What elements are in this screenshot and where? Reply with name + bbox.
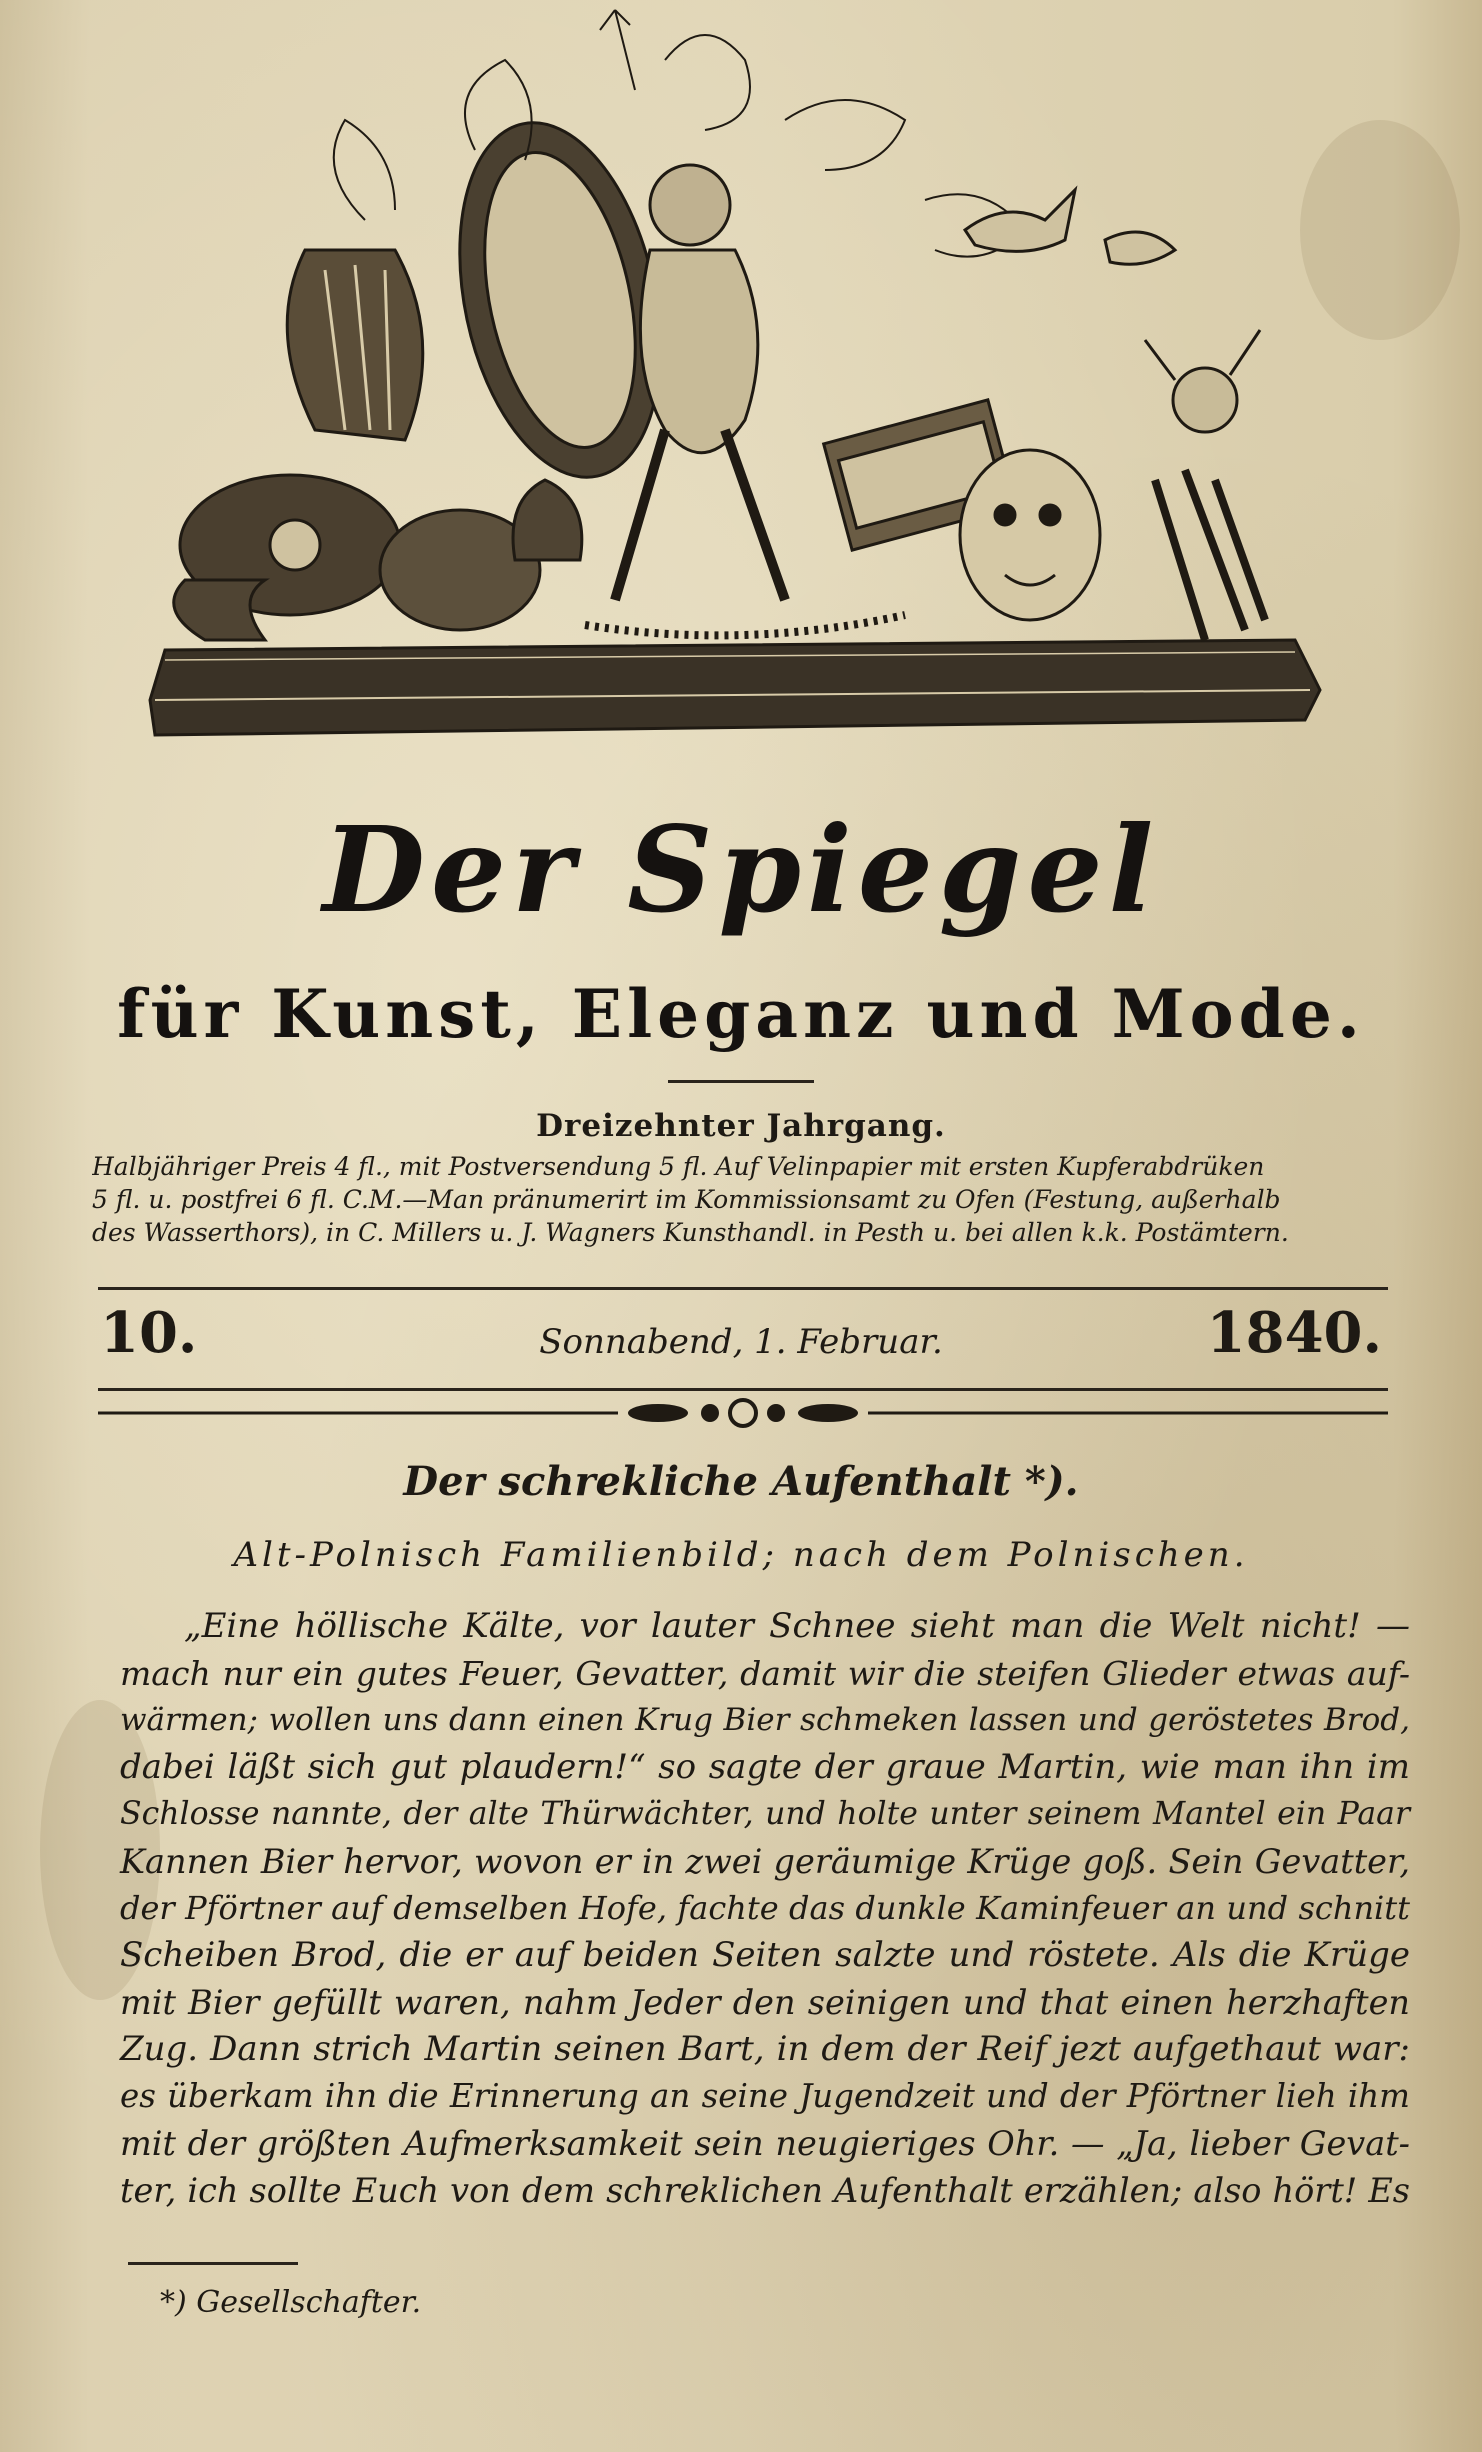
footnote: *) Gesellschafter. — [160, 2285, 422, 2320]
body-line: mit der größten Aufmerksamkeit sein neugieriges Ohr. — „Ja, lieber Gevat- — [120, 2124, 1410, 2163]
ornamental-divider — [98, 1396, 1388, 1430]
body-line: dabei läßt sich gut plaudern!“ so sagte der graue Martin, wie man ihn im — [120, 1747, 1410, 1787]
issue-year: 1840. — [1206, 1300, 1382, 1366]
footnote-rule — [128, 2262, 298, 2265]
article-body — [120, 1603, 1410, 2214]
article-subtitle: Alt-Polnisch Familienbild; nach dem Polnischen. — [233, 1535, 1249, 1575]
body-line: der Pförtner auf demselben Hofe, fachte das dunkle Kaminfeuer an und schnitt — [120, 1889, 1410, 1927]
body-line: Scheiben Brod, die er auf beiden Seiten salzte und röstete. Als die Krüge — [120, 1935, 1410, 1975]
masthead-title: Der Spiegel — [322, 800, 1160, 939]
title-divider — [668, 1080, 814, 1083]
body-line: Kannen Bier hervor, wovon er in zwei geräumige Krüge goß. Sein Gevatter, — [120, 1842, 1410, 1881]
masthead-subtitle: für Kunst, Eleganz und Mode. — [117, 975, 1365, 1053]
volume-label: Dreizehnter Jahrgang. — [536, 1108, 946, 1144]
body-line: Schlosse nannte, der alte Thürwächter, und holte unter seinem Mantel ein Paar — [120, 1796, 1410, 1832]
issue-date: Sonnabend, 1. Februar. — [539, 1322, 943, 1362]
header-rule — [98, 1287, 1388, 1290]
subscription-line: Halbjähriger Preis 4 fl., mit Postversendung 5 fl. Auf Velinpapier mit ersten Kupferabdrüken — [92, 1152, 1265, 1181]
body-line: ter, ich sollte Euch von dem schreklichen Aufenthalt erzählen; also hört! Es — [120, 2171, 1410, 2210]
article-title: Der schrekliche Aufenthalt *). — [403, 1458, 1079, 1505]
body-line: es überkam ihn die Erinnerung an seine Jugendzeit und der Pförtner lieh ihm — [120, 2077, 1410, 2115]
masthead-vignette-illustration — [145, 0, 1325, 760]
body-line: Zug. Dann strich Martin seinen Bart, in dem der Reif jezt aufgethaut war: — [120, 2029, 1410, 2069]
subscription-line: 5 fl. u. postfrei 6 fl. C.M.—Man pränumerirt im Kommissionsamt zu Ofen (Festung, außerhalb — [92, 1185, 1281, 1214]
subscription-info — [92, 1150, 1392, 1249]
issue-number: 10. — [100, 1300, 198, 1366]
dateline-rule — [98, 1388, 1388, 1391]
body-line: „Eine höllische Kälte, vor lauter Schnee sieht man die Welt nicht! — — [184, 1606, 1410, 1646]
body-line: mach nur ein gutes Feuer, Gevatter, damit wir die steifen Glieder etwas auf- — [120, 1654, 1410, 1693]
body-line: mit Bier gefüllt waren, nahm Jeder den seinigen und that einen herzhaften — [120, 1983, 1410, 2022]
body-line: wärmen; wollen uns dann einen Krug Bier schmeken lassen und geröstetes Brod, — [120, 1702, 1410, 1738]
subscription-line: des Wasserthors), in C. Millers u. J. Wagners Kunsthandl. in Pesth u. bei allen k.k. Postämtern. — [92, 1218, 1289, 1247]
